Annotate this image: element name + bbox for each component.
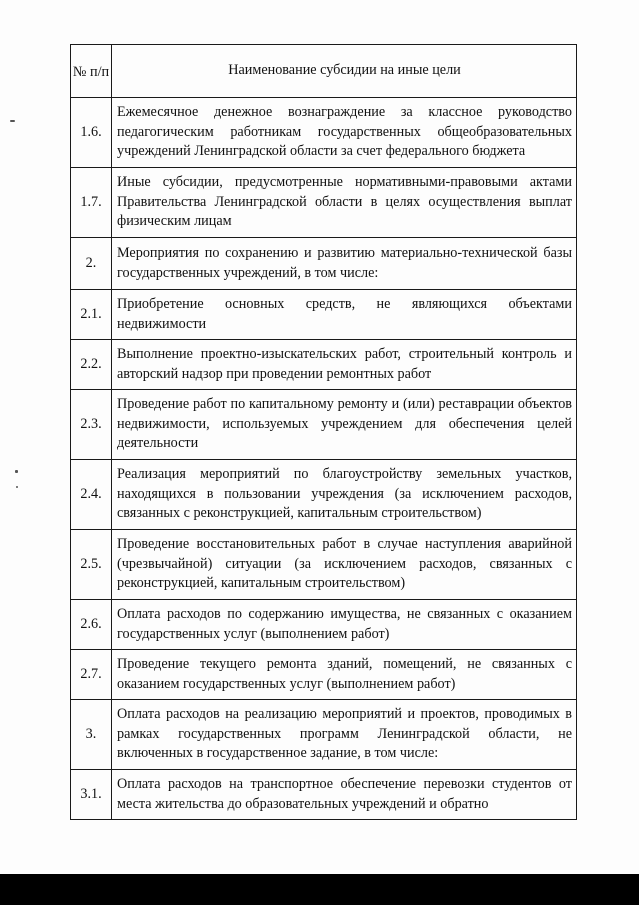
- table-row: [71, 390, 577, 460]
- table-row: [71, 770, 577, 820]
- table-row: [71, 460, 577, 530]
- row-name: Оплата расходов по содержанию имущества, не связанных с оказанием государственных услуг (выполнением работ): [112, 600, 577, 650]
- row-number: 3.1.: [71, 770, 112, 820]
- header-number-label: № п/п: [72, 64, 110, 80]
- table-row: [71, 238, 577, 290]
- table-row: [71, 168, 577, 238]
- row-number: 2.: [71, 238, 112, 290]
- table-row: [71, 700, 577, 770]
- row-number: 2.4.: [71, 460, 112, 530]
- row-name: Оплата расходов на транспортное обеспечение перевозки студентов от места жительства до образовательных учреждений и обратно: [112, 770, 577, 820]
- table-row: [71, 530, 577, 600]
- row-name: Проведение восстановительных работ в случае наступления аварийной (чрезвычайной) ситуации (за исключением расходов, связанных с реконструкцией, капитальным строительством): [112, 530, 577, 600]
- scan-speck: [16, 486, 18, 488]
- row-number: 2.1.: [71, 290, 112, 340]
- table-row: [71, 98, 577, 168]
- row-number: 2.7.: [71, 650, 112, 700]
- row-name: Выполнение проектно-изыскательских работ, строительный контроль и авторский надзор при проведении ремонтных работ: [112, 340, 577, 390]
- header-name-label: Наименование субсидии на иные цели: [228, 62, 461, 79]
- row-number: 1.7.: [71, 168, 112, 238]
- scan-bottom-edge: [0, 874, 639, 905]
- table-header-row: [71, 45, 577, 98]
- table-row: [71, 290, 577, 340]
- row-number: 2.2.: [71, 340, 112, 390]
- scan-speck: [15, 470, 18, 473]
- table-row: [71, 600, 577, 650]
- table-row: [71, 650, 577, 700]
- row-number: 2.5.: [71, 530, 112, 600]
- header-number-cell: [71, 45, 112, 98]
- row-name: Ежемесячное денежное вознаграждение за классное руководство педагогическим работникам государственных общеобразовательных учреждений Ленинградской области за счет федерального бюджета: [112, 98, 577, 168]
- row-number: 2.6.: [71, 600, 112, 650]
- row-name: Проведение работ по капитальному ремонту и (или) реставрации объектов недвижимости, используемых учреждением для обеспечения целей деятельности: [112, 390, 577, 460]
- row-name: Мероприятия по сохранению и развитию материально-технической базы государственных учреждений, в том числе:: [112, 238, 577, 290]
- row-name: Приобретение основных средств, не являющихся объектами недвижимости: [112, 290, 577, 340]
- row-name: Оплата расходов на реализацию мероприятий и проектов, проводимых в рамках государственных программ Ленинградской области, не включенных в государственное задание, в том числе:: [112, 700, 577, 770]
- row-name: Проведение текущего ремонта зданий, помещений, не связанных с оказанием государственных услуг (выполнением работ): [112, 650, 577, 700]
- row-number: 2.3.: [71, 390, 112, 460]
- row-name: Реализация мероприятий по благоустройству земельных участков, находящихся в пользовании учреждения (за исключением расходов, связанных с реконструкцией, капитальным строительством): [112, 460, 577, 530]
- row-number: 3.: [71, 700, 112, 770]
- scan-speck: [10, 120, 15, 122]
- header-name-cell: [112, 45, 577, 98]
- row-number: 1.6.: [71, 98, 112, 168]
- row-name: Иные субсидии, предусмотренные нормативными-правовыми актами Правительства Ленинградской области в целях осуществления выплат физическим лицам: [112, 168, 577, 238]
- table-row: [71, 340, 577, 390]
- subsidy-table: [70, 44, 577, 820]
